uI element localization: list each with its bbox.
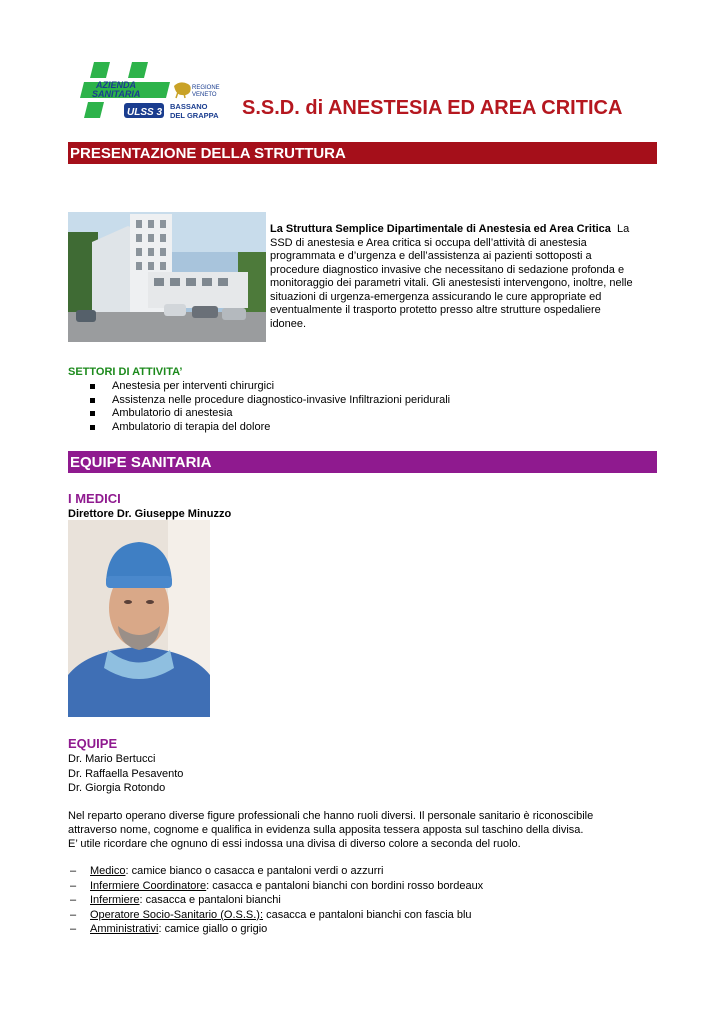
dash-bullet: – xyxy=(70,894,77,906)
logo-del-grappa: DEL GRAPPA xyxy=(170,111,219,120)
logo-ulss: ULSS 3 xyxy=(127,107,163,118)
intro-line-3: procedure diagnostico invasive che necessitano di sedazione profonda e xyxy=(270,263,625,276)
logo-sanitaria: SANITARIA xyxy=(92,89,141,99)
dash-bullet: – xyxy=(70,879,77,892)
hospital-building-photo xyxy=(68,212,266,342)
role-desc: : camice bianco o casacca e pantaloni verdi o azzurri xyxy=(125,865,384,877)
logo-azienda: AZIENDA xyxy=(96,80,136,90)
role-item xyxy=(68,908,483,923)
dash-bullet: – xyxy=(70,923,77,935)
intro-line-7: idonee. xyxy=(270,317,307,330)
staff-paragraph-line: Nel reparto operano diverse figure professionali che hanno ruoli diversi. Il personale sanitario è riconoscibile xyxy=(68,810,594,822)
sectors-heading: SETTORI DI ATTIVITA’ xyxy=(68,366,183,378)
section-bar-presentazione: PRESENTAZIONE DELLA STRUTTURA xyxy=(68,142,657,164)
role-desc: : camice giallo o grigio xyxy=(158,923,268,935)
director-portrait-photo xyxy=(68,520,210,717)
role-name: Infermiere xyxy=(90,894,140,906)
intro-bold: La Struttura Semplice Dipartimentale di Anestesia ed Area Critica xyxy=(270,223,611,235)
logo-bassano: BASSANO xyxy=(170,102,208,111)
logo-veneto: VENETO xyxy=(192,92,217,98)
equipe-member: Dr. Raffaella Pesavento xyxy=(68,767,184,780)
role-item xyxy=(68,864,483,879)
medici-heading: I MEDICI xyxy=(68,491,121,506)
lion-icon xyxy=(174,82,191,98)
section-bar-equipe: EQUIPE SANITARIA xyxy=(68,451,657,473)
sectors-list xyxy=(90,380,450,434)
role-item xyxy=(68,893,483,908)
role-item xyxy=(68,879,483,894)
logo-regione: REGIONE xyxy=(192,85,220,91)
uniform-roles-list xyxy=(68,864,483,937)
intro-paragraph xyxy=(270,223,660,331)
equipe-member: Dr. Giorgia Rotondo xyxy=(68,782,166,794)
intro-line-1: SSD di anestesia e Area critica si occupa dell’attività di anestesia xyxy=(270,236,587,249)
intro-line-4: monitoraggio dei parametri vitali. Gli anestesisti intervengono, inoltre, nelle xyxy=(270,277,633,289)
role-desc: : casacca e pantaloni bianchi con bordini rosso bordeaux xyxy=(206,879,484,892)
sector-item: Assistenza nelle procedure diagnostico-invasive Infiltrazioni peridurali xyxy=(90,394,450,408)
staff-paragraph-line: attraverso nome, cognome e qualifica in evidenza sulla apposita tessera apposta sul taschino della divisa. xyxy=(68,824,584,836)
intro-line-0: La xyxy=(617,223,630,235)
equipe-member: Dr. Mario Bertucci xyxy=(68,753,156,765)
sector-item: Anestesia per interventi chirurgici xyxy=(90,380,450,394)
sector-item: Ambulatorio di anestesia xyxy=(90,407,450,421)
role-desc: casacca e pantaloni bianchi con fascia blu xyxy=(263,908,472,921)
role-item xyxy=(68,922,483,937)
intro-line-2: programmata e d’urgenza e dell’assistenza ai pazienti sottoposti a xyxy=(270,250,592,262)
role-desc: : casacca e pantaloni bianchi xyxy=(139,894,281,906)
staff-paragraph xyxy=(68,809,668,851)
role-name: Amministrativi xyxy=(90,923,159,935)
role-name: Medico xyxy=(90,865,126,877)
role-name: Infermiere Coordinatore xyxy=(90,879,207,892)
intro-line-6: eventualmente il trasporto protetto presso altre strutture ospedaliere xyxy=(270,304,601,316)
dash-bullet: – xyxy=(70,908,77,921)
equipe-list xyxy=(68,752,183,796)
equipe-heading: EQUIPE xyxy=(68,736,118,751)
director-name: Direttore Dr. Giuseppe Minuzzo xyxy=(68,508,232,520)
dash-bullet: – xyxy=(70,865,77,877)
role-name: Operatore Socio-Sanitario (O.S.S.): xyxy=(90,908,264,921)
staff-paragraph-line: E’ utile ricordare che ognuno di essi indossa una divisa di diverso colore a seconda del ruolo. xyxy=(68,838,521,850)
page-title: S.S.D. di ANESTESIA ED AREA CRITICA xyxy=(242,97,623,119)
azienda-sanitaria-logo xyxy=(80,62,225,120)
sector-item: Ambulatorio di terapia del dolore xyxy=(90,421,450,435)
intro-line-5: situazioni di urgenza-emergenza assicurando le cure appropriate ed xyxy=(270,290,602,303)
